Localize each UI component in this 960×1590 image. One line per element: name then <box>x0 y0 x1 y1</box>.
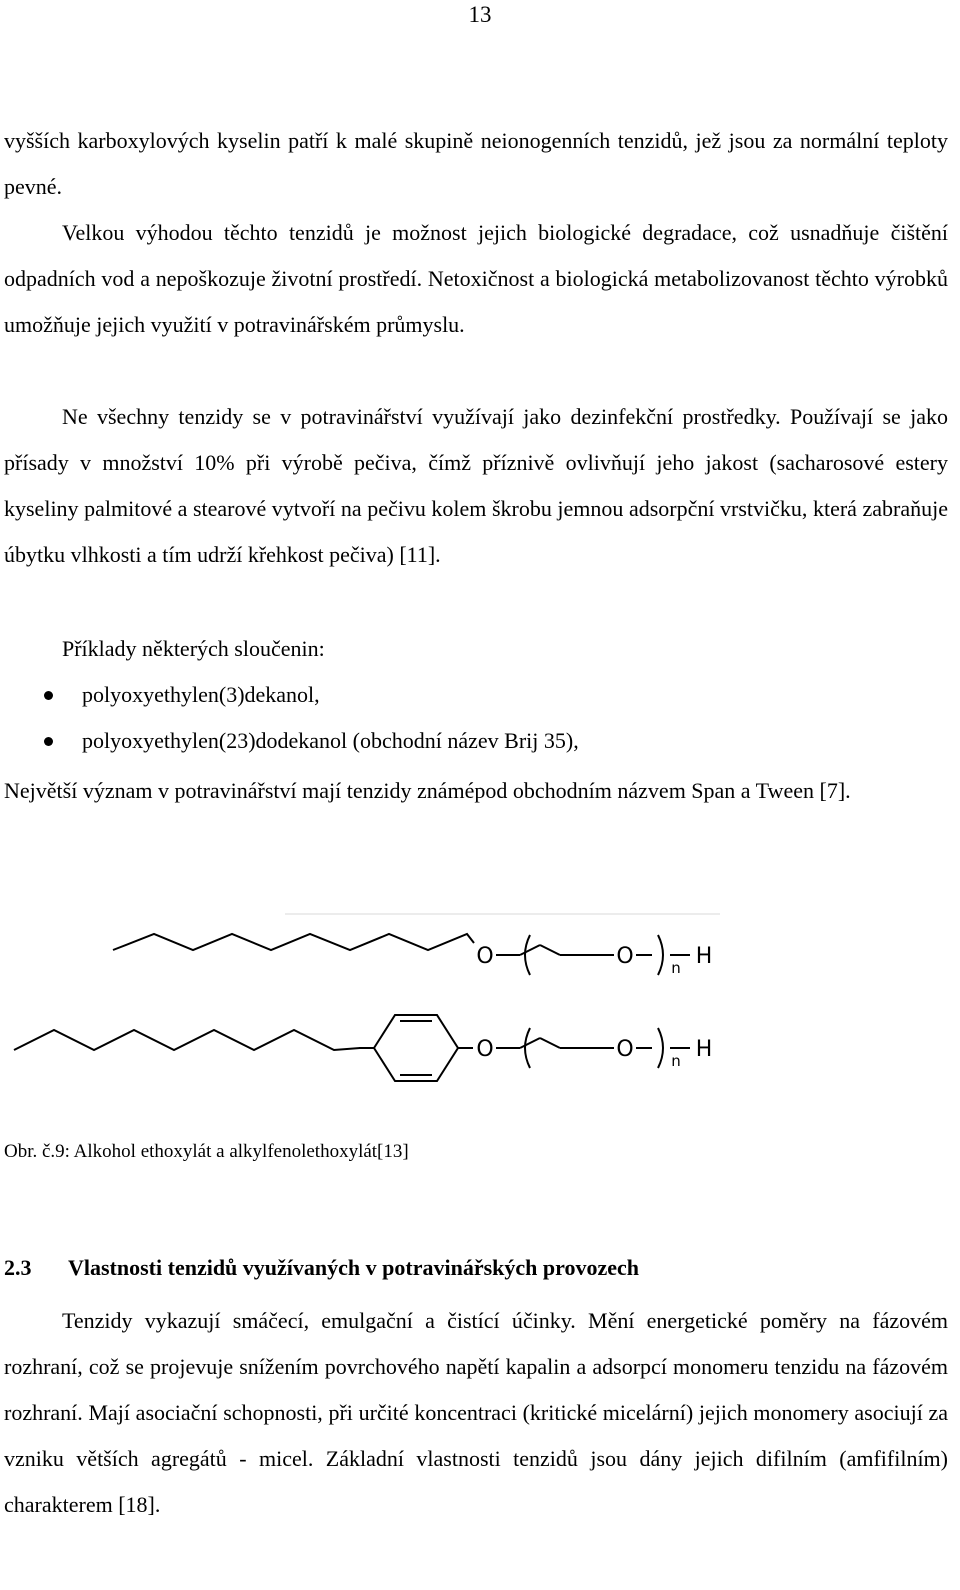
alcohol-ethoxylate-structure <box>113 934 690 975</box>
oxygen-label: O <box>476 944 494 969</box>
figure-caption: Obr. č.9: Alkohol ethoxylát a alkylfenolethoxylát[13] <box>4 1141 409 1162</box>
paragraph-examples-label: Příklady některých sloučenin: <box>62 636 325 661</box>
repeat-index-label: n <box>671 1052 681 1070</box>
bullet-icon <box>44 691 53 700</box>
paragraph-properties: Tenzidy vykazují smáčecí, emulgační a čistící účinky. Mění energetické poměry na fázovém rozhraní, což se projevuje snížením povrchového napětí kapalin a adsorpcí monomeru tenzidu na fázovém rozhraní. Mají asociační schopnosti, při určité koncentraci (kritické micelární) jejich monomery asociují za vzniku větších agregátů - micel. Základní vlastnosti tenzidů jsou dány jejich difilním (amfifilním) charakterem [18]. <box>4 1308 948 1517</box>
structure-figure <box>0 905 960 1085</box>
oxygen-label: O <box>616 1037 634 1062</box>
repeat-index-label: n <box>671 959 681 977</box>
hydrogen-label: H <box>695 1037 713 1062</box>
paragraph-degradation: Velkou výhodou těchto tenzidů je možnost jejich biologické degradace, což usnadňuje čištění odpadních vod a nepoškozuje životní prostředí. Netoxičnost a biologická metabolizovanost těchto výrobků umožňuje jejich využití v potravinářském průmyslu. <box>4 220 948 337</box>
oxygen-label: O <box>616 944 634 969</box>
list-item-label: polyoxyethylen(3)dekanol, <box>82 682 320 707</box>
alkylphenol-ethoxylate-structure <box>14 1015 690 1081</box>
list-item <box>4 718 948 764</box>
chemical-structures-drawing <box>0 905 960 1085</box>
section-heading <box>4 1252 639 1284</box>
bullet-icon <box>44 737 53 746</box>
list-item-label: polyoxyethylen(23)dodekanol (obchodní název Brij 35), <box>82 728 579 753</box>
paragraph-food-use: Ne všechny tenzidy se v potravinářství využívají jako dezinfekční prostředky. Používají se jako přísady v množství 10% při výrobě pečiva, čímž příznivě ovlivňují jeho jakost (sacharosové estery kyseliny palmitové a stearové vytvoří na pečivu kolem škrobu jemnou adsorpční vrstvičku, která zabraňuje úbytku vlhkosti a tím udrží křehkost pečiva) [11]. <box>4 404 948 567</box>
oxygen-label: O <box>476 1037 494 1062</box>
list-item <box>4 672 948 718</box>
section-title: Vlastnosti tenzidů využívaných v potravinářských provozech <box>68 1255 640 1280</box>
page-number: 13 <box>468 2 492 27</box>
hydrogen-label: H <box>695 944 713 969</box>
section-number: 2.3 <box>4 1255 32 1280</box>
paragraph-intro: vyšších karboxylových kyselin patří k malé skupině neionogenních tenzidů, jež jsou za normální teploty pevné. <box>4 128 948 199</box>
paragraph-span-tween: Největší význam v potravinářství mají tenzidy známépod obchodním názvem Span a Tween [7]. <box>4 778 851 803</box>
examples-list <box>4 672 948 764</box>
